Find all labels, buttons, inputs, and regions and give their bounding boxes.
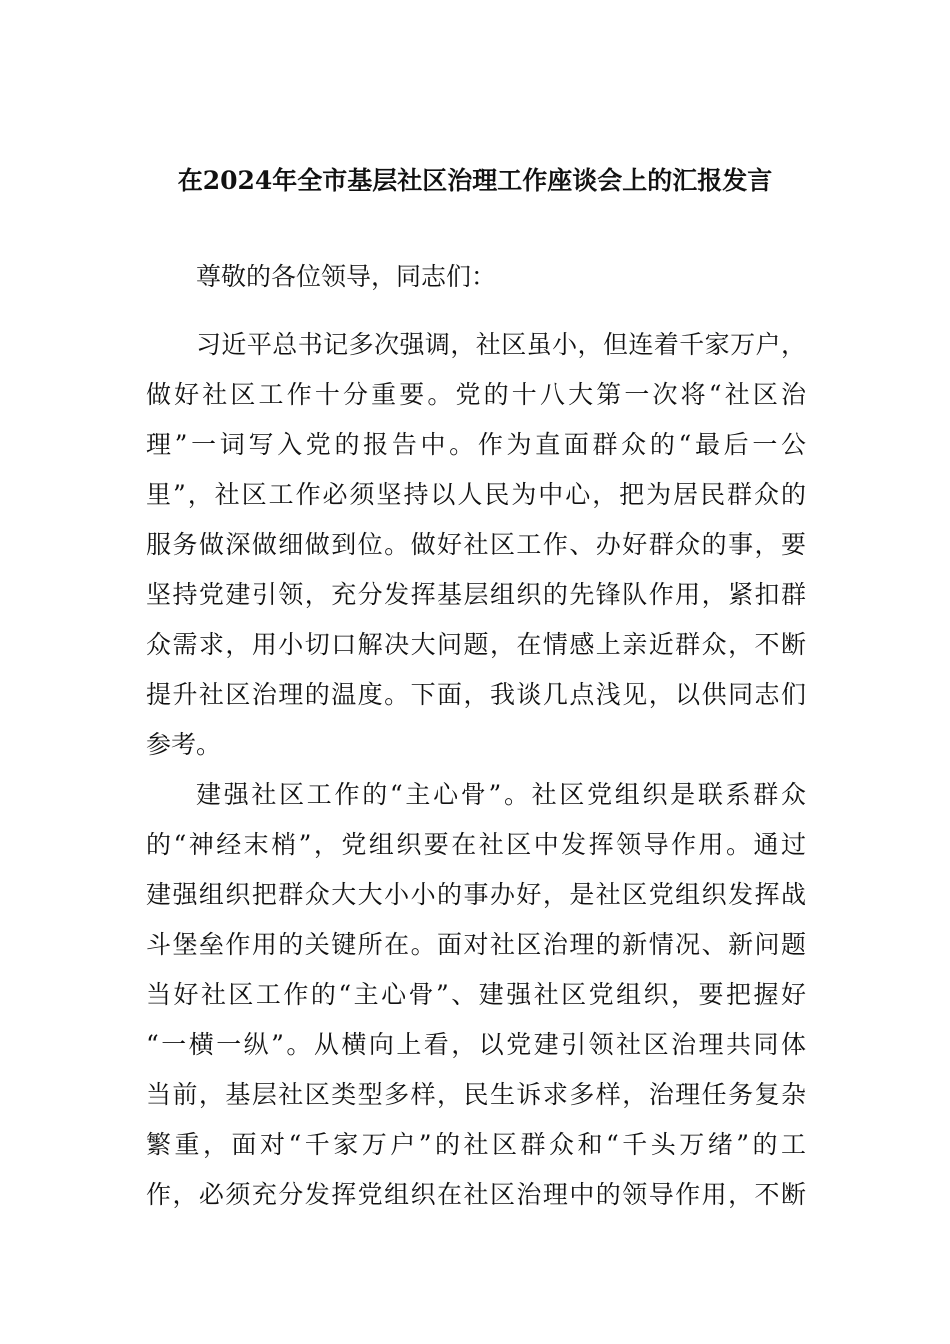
paragraph-1-line: 众需求，用小切口解决大问题，在情感上亲近群众，不断 [146, 630, 806, 659]
paragraph-2-line: 当好社区工作的“主心骨”、建强社区党组织，要把握好 [146, 980, 806, 1009]
paragraph-2-line: 建强组织把群众大大小小的事办好，是社区党组织发挥战 [146, 880, 806, 909]
paragraph-1-line: 提升社区治理的温度。下面，我谈几点浅见，以供同志们 [146, 680, 806, 709]
paragraph-1-line: 习近平总书记多次强调，社区虽小，但连着千家万户， [196, 330, 806, 359]
paragraph-2-line: 斗堡垒作用的关键所在。面对社区治理的新情况、新问题 [146, 930, 806, 959]
paragraph-2-line: 建强社区工作的“主心骨”。社区党组织是联系群众 [196, 780, 806, 809]
paragraph-1-line: 坚持党建引领，充分发挥基层组织的先锋队作用，紧扣群 [146, 580, 806, 609]
paragraph-2-line: 的“神经末梢”，党组织要在社区中发挥领导作用。通过 [146, 830, 806, 859]
paragraph-1-line: 参考。 [146, 730, 222, 759]
paragraph-1-line: 理”一词写入党的报告中。作为直面群众的“最后一公 [146, 430, 806, 459]
document-title: 在2024年全市基层社区治理工作座谈会上的汇报发言 [177, 166, 773, 195]
greeting: 尊敬的各位领导，同志们： [196, 262, 497, 291]
paragraph-1-line: 里”，社区工作必须坚持以人民为中心，把为居民群众的 [146, 480, 806, 509]
paragraph-2-line: 作，必须充分发挥党组织在社区治理中的领导作用，不断 [146, 1180, 806, 1209]
paragraph-2-line: 繁重，面对“千家万户”的社区群众和“千头万绪”的工 [146, 1130, 806, 1159]
paragraph-2-line: “一横一纵”。从横向上看，以党建引领社区治理共同体 [146, 1030, 806, 1059]
paragraph-1-line: 服务做深做细做到位。做好社区工作、办好群众的事，要 [146, 530, 806, 559]
paragraph-2-line: 当前，基层社区类型多样，民生诉求多样，治理任务复杂 [146, 1080, 806, 1109]
paragraph-1-line: 做好社区工作十分重要。党的十八大第一次将“社区治 [146, 380, 806, 409]
